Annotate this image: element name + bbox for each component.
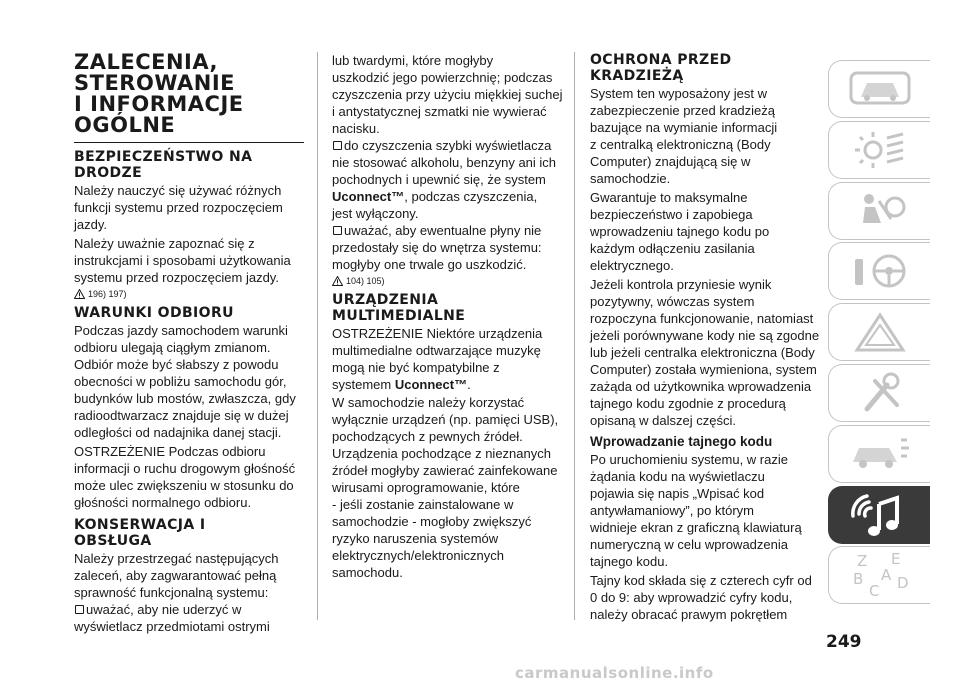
tab-safety[interactable] (828, 182, 930, 240)
car-dashboard-icon (845, 67, 915, 111)
column-3 (590, 52, 820, 623)
car-specs-icon (845, 432, 915, 476)
watermark: carmanualsonline.info (515, 664, 714, 682)
index-letter: Z (856, 552, 867, 571)
tab-lights[interactable] (828, 121, 930, 179)
chapter-title: ZALECENIA, STEROWANIE I INFORMACJE OGÓLNE (74, 50, 244, 137)
paragraph: Należy uważnie zapoznać się z instrukcjami i sposobami użytkowania systemu przed rozpoczęciem jazdy. (74, 236, 291, 285)
section-heading-maintenance: KONSERWACJA I OBSŁUGA (74, 517, 206, 549)
index-letter: B (852, 570, 863, 589)
wrench-service-icon (845, 371, 915, 415)
warning-reference (332, 274, 564, 288)
paragraph: Podczas jazdy samochodem warunki odbioru ulegają ciągłym zmianom. Odbiór może być słabszy z powodu obecności w pobliżu samochodu gór, budynków lub mostów, zwłaszcza, gdy radioodtwarzacz znajduje się w dużej odległości od nadajnika danej stacji. (74, 323, 296, 440)
warning-icon (332, 276, 343, 286)
paragraph: Tajny kod składa się z czterech cyfr od 0 do 9: aby wprowadzić cyfry kodu, należy obracać prawym pokrętłem (590, 573, 812, 622)
column-divider (574, 52, 575, 620)
bullet-item: uważać, aby ewentualne płyny nie przedostały się do wnętrza systemu: mogłyby one trwale go uszkodzić. (332, 222, 564, 273)
paragraph: Należy nauczyć się używać różnych funkcji systemu przed rozpoczęciem jazdy. (74, 183, 283, 232)
tab-emergency[interactable] (828, 303, 930, 361)
paragraph: Po uruchomieniu systemu, w razie żądania kodu na wyświetlaczu pojawia się napis „Wpisać kod antywłamaniowy”, po którym widnieje ekran z graficzną klawiaturą numeryczną w celu wprowadzenia tajnego kodu. (590, 452, 802, 569)
section-heading-reception: WARUNKI ODBIORU (74, 305, 234, 321)
multimedia-music-icon (845, 490, 915, 540)
title-rule (74, 142, 304, 143)
paragraph: W samochodzie należy korzystać wyłącznie urządzeń (np. pamięci USB), pochodzących z pewnych źródeł. Urządzenia pochodzące z nieznanych źródeł mogłyby zawierać zainfekowane wirusami oprogramowanie, które - jeśli zostanie zainstalowane w samochodzie - mogłoby zwiększyć ryzyko naruszenia systemów elektrycznych/elektronicznych samochodu. (332, 395, 559, 580)
index-letter: D (896, 574, 909, 593)
steering-wheel-icon (845, 249, 915, 293)
subheading-secret-code: Wprowadzanie tajnego kodu (590, 434, 773, 449)
paragraph: System ten wyposażony jest w zabezpieczenie przed kradzieżą bazujące na wymianie informacji z centralką elektroniczną (Body Computer) znajdującą się w samochodzie. (590, 86, 778, 186)
airbag-seat-icon (845, 189, 915, 233)
section-heading-road-safety: BEZPIECZEŃSTWO NA DRODZE (74, 149, 253, 181)
paragraph: Gwarantuje to maksymalne bezpieczeństwo i zapobiega wprowadzeniu tajnego kodu po każdym odłączeniu zasilania elektrycznego. (590, 190, 770, 273)
index-letters-icon (845, 550, 915, 600)
paragraph: OSTRZEŻENIE Niektóre urządzenia multimedialne odtwarzające muzykę mogą nie być kompatybilne z systemem Uconnect™. (332, 326, 543, 392)
warning-reference (74, 287, 304, 301)
warning-icon (74, 289, 85, 299)
brand-uconnect: Uconnect™ (332, 189, 405, 204)
warning-refs: 196) 197) (88, 289, 127, 299)
column-1 (74, 52, 304, 635)
paragraph: Jeżeli kontrola przyniesie wynik pozytywny, wówczas system rozpoczyna funkcjonowanie, natomiast jeżeli porównywane kody nie są zgodne lub jeżeli centralka elektroniczna (Body Computer) została wymieniona, system zażąda od użytkownika wprowadzenia tajnego kodu zgodnie z procedurą opisaną w dalszej części. (590, 277, 820, 428)
column-2 (332, 52, 564, 581)
index-letter: A (880, 566, 891, 585)
brand-uconnect: Uconnect™ (394, 377, 468, 392)
tab-driving[interactable] (828, 242, 930, 300)
chapter-tabs (828, 60, 930, 607)
section-heading-multimedia: URZĄDZENIA MULTIMEDIALNE (332, 292, 466, 324)
paragraph: Należy przestrzegać następujących zaleceń, aby zagwarantować pełną sprawność funkcjonalną systemu: (74, 551, 279, 600)
tab-specifications[interactable] (828, 425, 930, 483)
section-heading-anti-theft: OCHRONA PRZED KRADZIEŻĄ (590, 52, 732, 84)
tab-dashboard[interactable] (828, 60, 930, 118)
paragraph: OSTRZEŻENIE Podczas odbioru informacji o ruchu drogowym głośność może ulec zwiększeniu w stosunku do głośności normalnego odbioru. (74, 444, 296, 510)
tab-index[interactable] (828, 546, 930, 604)
warning-triangle-icon (845, 310, 915, 354)
index-letter: E (890, 550, 900, 569)
tab-multimedia[interactable] (828, 486, 930, 544)
bullet-item: uważać, aby nie uderzyć w wyświetlacz przedmiotami ostrymi (74, 601, 304, 635)
sun-lights-icon (845, 128, 915, 172)
page-number: 249 (826, 632, 862, 652)
bullet-item: do czyszczenia szybki wyświetlacza nie stosować alkoholu, benzyny ani ich pochodnych i upewnić się, że system Uconnect™, podczas czyszczenia, jest wyłączony. (332, 137, 564, 222)
index-letter: C (868, 582, 879, 601)
paragraph: lub twardymi, które mogłyby uszkodzić jego powierzchnię; podczas czyszczenia przy użyciu miękkiej suchej i antystatycznej szmatki nie wywierać nacisku. (332, 53, 563, 136)
tab-maintenance[interactable] (828, 364, 930, 422)
column-divider (317, 52, 318, 620)
warning-refs: 104) 105) (346, 276, 385, 286)
